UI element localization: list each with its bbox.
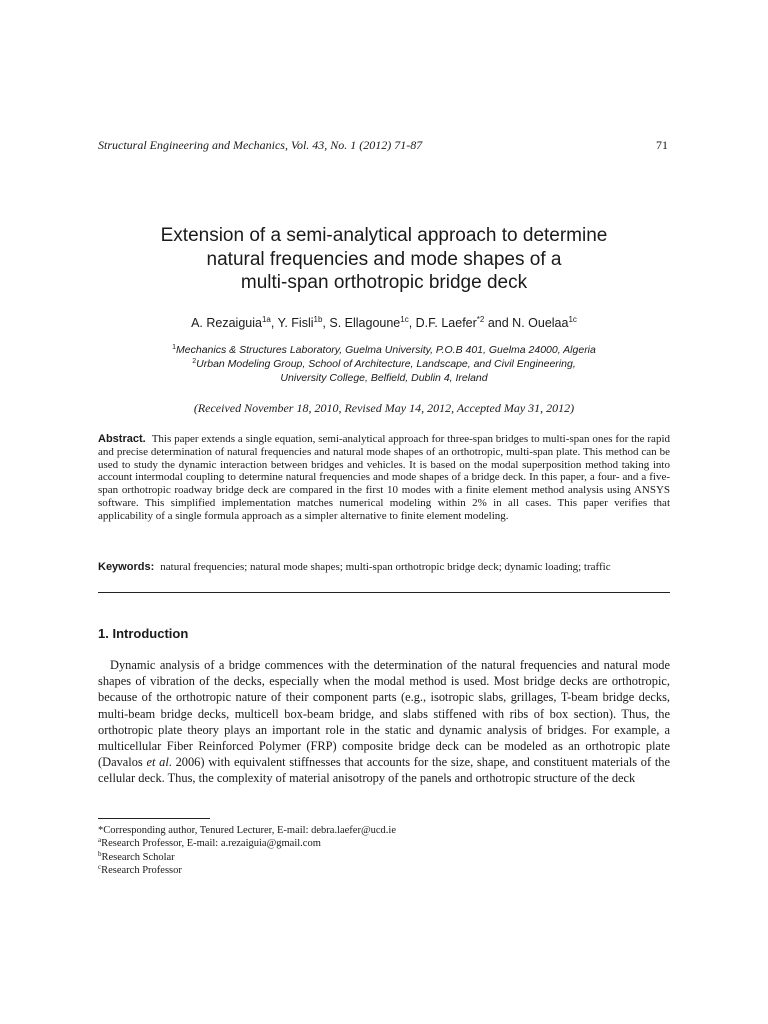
- title-line: Extension of a semi-analytical approach to determine: [160, 225, 608, 246]
- page-number: 71: [656, 138, 668, 152]
- affiliation-text: Urban Modeling Group, School of Architecture, Landscape, and Civil Engineering,: [196, 358, 576, 370]
- paragraph-text-continued: . 2006) with equivalent stiffnesses that accounts for the size, shape, and constituent materials of the cellular deck. Thus, the complexity of material anisotropy of the panels and orthotropic structure of the deck: [98, 755, 670, 786]
- section-heading: 1. Introduction: [98, 626, 189, 641]
- introduction-paragraph: [98, 657, 670, 787]
- keywords-label: Keywords:: [98, 561, 155, 573]
- citation-et-al: et al: [146, 755, 169, 770]
- abstract-text: This paper extends a single equation, semi-analytical approach for three-span bridges to multi-span ones for the rapid and precise determination of natural frequencies and natural mode shapes of an orthotropic, multi-span plate. This method can be used to study the dynamic interaction between bridges and vehicles. It is based on the modal superposition method taking into account intermodal coupling to determine natural frequencies and mode shapes of a bridge deck. In this paper, a four- and a five-span orthotropic roadway bridge deck are compared in the first 10 modes with a finite element method analysis using ANSYS software. This simplified implementation matches numerical modeling within 2% in all cases. This paper verifies that applicability of a single formula approach as a simpler alternative to finite element modeling.: [98, 433, 670, 522]
- affiliation-2-continued: University College, Belfield, Dublin 4, Ireland: [280, 372, 488, 384]
- title-line: natural frequencies and mode shapes of a: [206, 248, 562, 270]
- running-header: [98, 138, 670, 152]
- affiliation-mark: 1: [172, 344, 177, 351]
- author-mark: 1c: [568, 315, 577, 324]
- footnotes: [98, 824, 670, 878]
- author-name: N. Ouelaa: [512, 316, 569, 330]
- abstract-label: Abstract.: [98, 433, 146, 445]
- author-mark: 1b: [313, 315, 323, 324]
- footnote-text: Research Scholar: [101, 851, 175, 863]
- paragraph-text: Dynamic analysis of a bridge commences with the determination of the natural frequencies and natural mode shapes of vibration of the decks, especially when the modal method is used. Most bridge decks are orthotropic, because of the orthotropic nature of their component parts (e.g., isotropic slabs, grillages, T-beam bridge decks, multi-beam bridge decks, multicell box-beam bridge, and slabs stiffened with ribs of box section). Thus, the orthotropic plate theory plays an important role in the static and dynamic analysis of bridges. For example, a multicellular Fiber Reinforced Polymer (FRP) composite bridge deck can be modeled as an orthotropic plate (Davalos: [98, 658, 670, 770]
- author-mark: 1a: [261, 315, 271, 324]
- affiliation-text: Mechanics & Structures Laboratory, Guelma University, P.O.B 401, Guelma 24000, Algeria: [176, 344, 596, 356]
- affiliation-2: [98, 357, 670, 371]
- author-separator: ,: [322, 316, 330, 330]
- affiliation-mark: 2: [192, 358, 197, 365]
- footnote-mark: *: [98, 825, 104, 836]
- footnote-text: Research Professor, E-mail: a.rezaiguia@gmail.com: [101, 838, 321, 850]
- author-name: A. Rezaiguia: [191, 316, 262, 330]
- affiliations: [98, 343, 670, 385]
- footnote-text: Corresponding author, Tenured Lecturer, E-mail: debra.laefer@ucd.ie: [103, 825, 396, 836]
- footnote-corresponding: [98, 824, 670, 837]
- journal-citation: Structural Engineering and Mechanics, Vol. 43, No. 1 (2012) 71-87: [98, 138, 423, 152]
- abstract-divider: [98, 592, 670, 593]
- footnote-b: [98, 851, 670, 864]
- footnote-c: [98, 864, 670, 877]
- author-separator: ,: [270, 316, 278, 330]
- keywords: [98, 561, 670, 574]
- footnote-mark: a: [98, 836, 102, 845]
- footnote-mark: c: [98, 863, 102, 872]
- affiliation-1: [98, 343, 670, 357]
- abstract: [98, 433, 670, 523]
- author-name: Y. Fisli: [277, 316, 314, 330]
- author-separator: and: [484, 316, 513, 330]
- author-list: [98, 315, 670, 331]
- author-separator: ,: [408, 316, 416, 330]
- footnote-text: Research Professor: [101, 865, 182, 877]
- author-name: D.F. Laefer: [415, 316, 477, 330]
- footnote-a: [98, 837, 670, 850]
- footnote-mark: b: [98, 849, 102, 858]
- paper-title: [98, 224, 670, 295]
- author-name: S. Ellagoune: [329, 316, 401, 330]
- author-mark: 1c: [400, 315, 409, 324]
- keywords-text: natural frequencies; natural mode shapes; multi-span orthotropic bridge deck; dynamic loading; traffic: [160, 561, 611, 573]
- title-line: multi-span orthotropic bridge deck: [240, 272, 528, 293]
- author-mark: *2: [476, 315, 485, 324]
- received-dates: (Received November 18, 2010, Revised May 14, 2012, Accepted May 31, 2012): [193, 401, 575, 415]
- footnote-divider: [98, 818, 210, 819]
